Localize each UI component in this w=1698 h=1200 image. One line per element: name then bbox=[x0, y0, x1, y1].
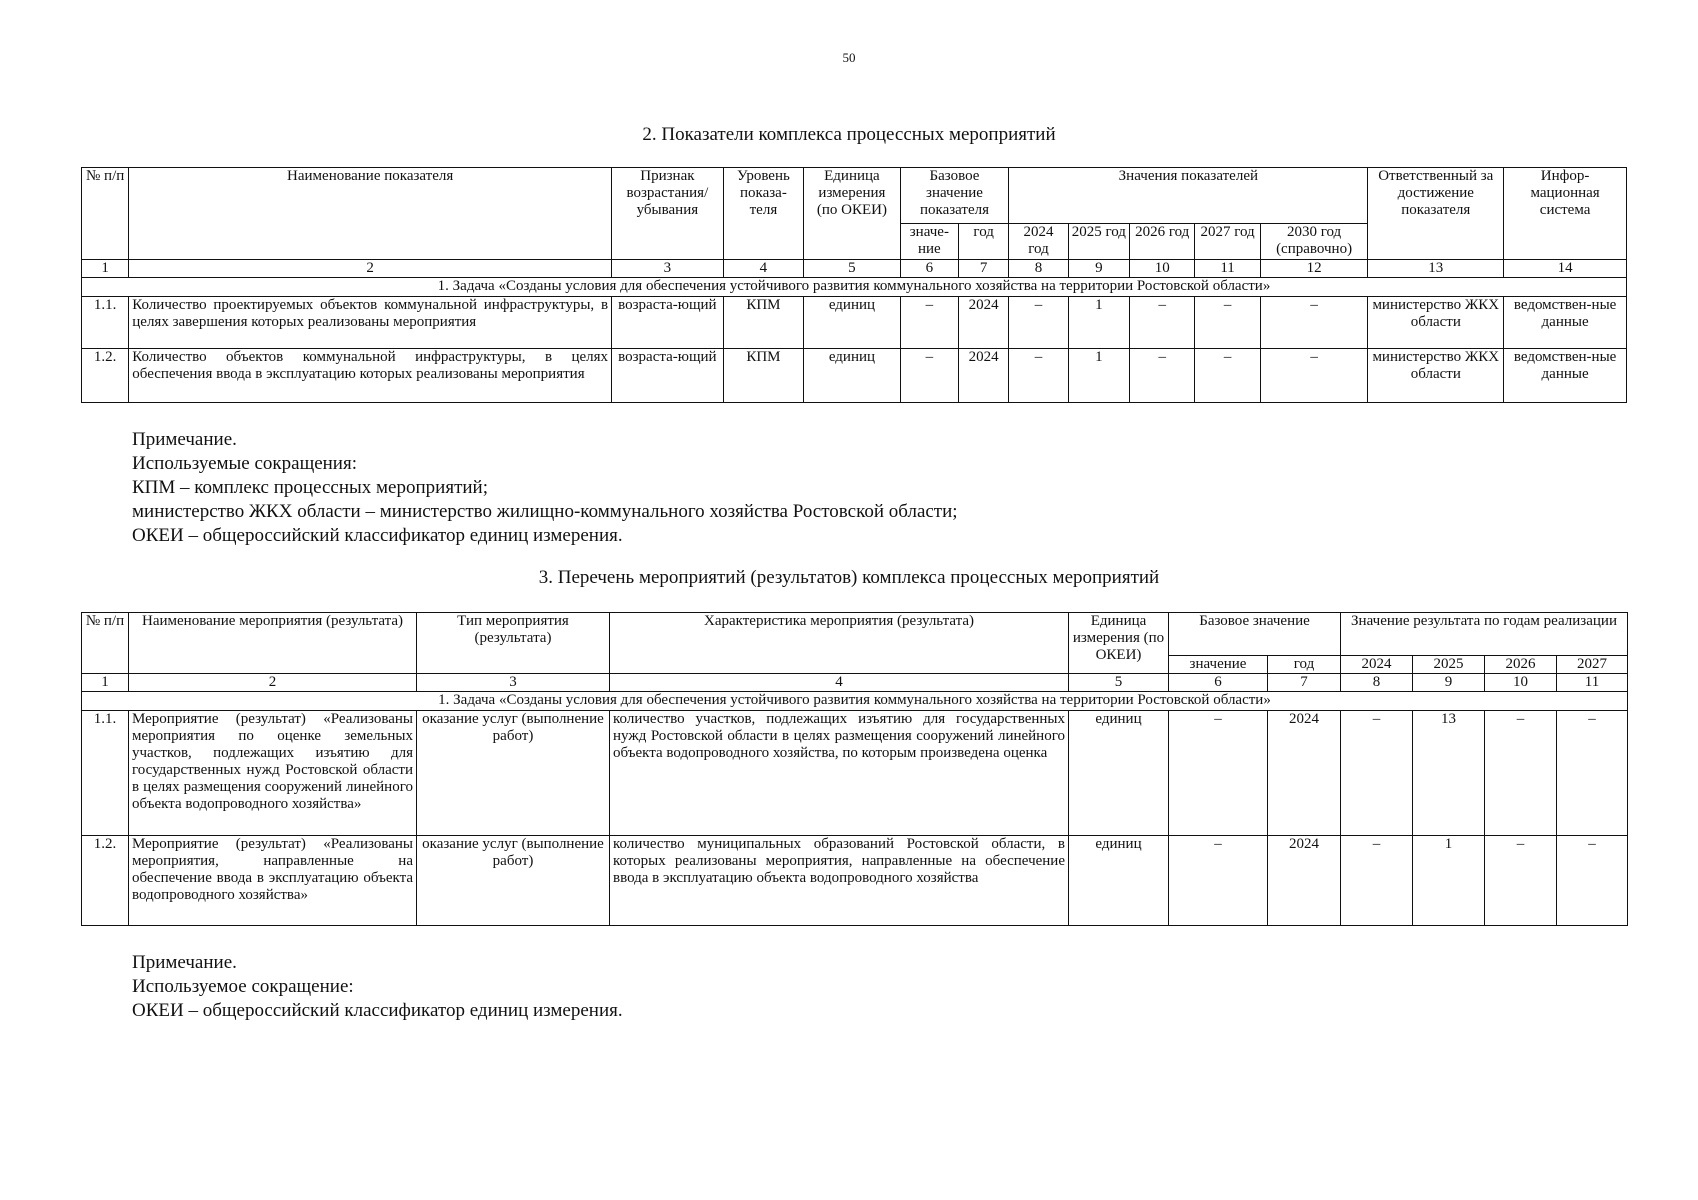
row-base-year: 2024 bbox=[1268, 836, 1341, 926]
table-row bbox=[82, 349, 1627, 403]
row-type: оказание услуг (выполнение работ) bbox=[417, 836, 610, 926]
col-number: 6 bbox=[900, 260, 958, 278]
section-3-title: 3. Перечень мероприятий (результатов) комплекса процессных мероприятий bbox=[538, 567, 1160, 588]
col-number: 8 bbox=[1341, 674, 1413, 692]
header-y2027: 2027 год bbox=[1195, 224, 1260, 260]
row-y2030: – bbox=[1260, 349, 1368, 403]
row-y2025: 13 bbox=[1413, 711, 1485, 836]
row-y2027: – bbox=[1195, 297, 1260, 349]
col-number: 2 bbox=[129, 674, 417, 692]
row-type: оказание услуг (выполнение работ) bbox=[417, 711, 610, 836]
row-base-year: 2024 bbox=[1268, 711, 1341, 836]
row-infosys: ведомствен-ные данные bbox=[1504, 349, 1627, 403]
col-number: 1 bbox=[82, 260, 129, 278]
col-number: 11 bbox=[1557, 674, 1628, 692]
row-y2024: – bbox=[1009, 297, 1068, 349]
row-name: Количество объектов коммунальной инфраструктуры, в целях обеспечения ввода в эксплуатацию которых реализованы мероприятия bbox=[129, 349, 612, 403]
table-row bbox=[82, 711, 1628, 836]
notes-section-2 bbox=[132, 428, 958, 548]
table-row bbox=[82, 297, 1627, 349]
note-line: Используемое сокращение: bbox=[132, 976, 354, 997]
header-y2024: 2024 год bbox=[1009, 224, 1068, 260]
col-number: 6 bbox=[1169, 674, 1268, 692]
row-name: Количество проектируемых объектов коммунальной инфраструктуры, в целях завершения которых реализованы мероприятия bbox=[129, 297, 612, 349]
header-type: Тип мероприятия (результата) bbox=[417, 613, 610, 674]
header-y2025: 2025 год bbox=[1068, 224, 1129, 260]
row-unit: единиц bbox=[804, 349, 901, 403]
header-char: Характеристика мероприятия (результата) bbox=[610, 613, 1069, 674]
header-num: № п/п bbox=[82, 613, 129, 674]
table-row bbox=[82, 836, 1628, 926]
header-unit: Единица измерения (по ОКЕИ) bbox=[1069, 613, 1169, 674]
measures-table bbox=[81, 612, 1628, 926]
col-number: 5 bbox=[1069, 674, 1169, 692]
header-y2027: 2027 bbox=[1557, 656, 1628, 674]
row-y2030: – bbox=[1260, 297, 1368, 349]
note-line: ОКЕИ – общероссийский классификатор единиц измерения. bbox=[132, 1000, 623, 1021]
task-row: 1. Задача «Созданы условия для обеспечения устойчивого развития коммунального хозяйства на территории Ростовской области» bbox=[82, 278, 1627, 297]
header-y2026: 2026 bbox=[1485, 656, 1557, 674]
col-number: 2 bbox=[129, 260, 612, 278]
note-line: Примечание. bbox=[132, 429, 237, 450]
row-name: Мероприятие (результат) «Реализованы мероприятия по оценке земельных участков, подлежащих изъятию для государственных нужд Ростовской области в целях размещения сооружений линейного объекта водопроводного хозяйства» bbox=[129, 711, 417, 836]
row-unit: единиц bbox=[804, 297, 901, 349]
header-num: № п/п bbox=[82, 168, 129, 260]
note-line: Используемые сокращения: bbox=[132, 453, 357, 474]
header-base: Базовое значение bbox=[1169, 613, 1341, 656]
row-base-value: – bbox=[1169, 711, 1268, 836]
header-name: Наименование мероприятия (результата) bbox=[129, 613, 417, 674]
task-row: 1. Задача «Созданы условия для обеспечения устойчивого развития коммунального хозяйства на территории Ростовской области» bbox=[82, 692, 1628, 711]
header-name: Наименование показателя bbox=[129, 168, 612, 260]
col-number: 4 bbox=[610, 674, 1069, 692]
row-y2027: – bbox=[1557, 836, 1628, 926]
row-level: КПМ bbox=[723, 349, 803, 403]
col-number: 7 bbox=[1268, 674, 1341, 692]
col-number: 3 bbox=[417, 674, 610, 692]
note-line: КПМ – комплекс процессных мероприятий; bbox=[132, 477, 488, 498]
row-y2025: 1 bbox=[1068, 349, 1129, 403]
row-sign: возраста-ющий bbox=[612, 349, 724, 403]
col-number: 11 bbox=[1195, 260, 1260, 278]
row-responsible: министерство ЖКХ области bbox=[1368, 349, 1504, 403]
header-base-year: год bbox=[1268, 656, 1341, 674]
row-y2027: – bbox=[1557, 711, 1628, 836]
header-sign: Признак возрастания/ убывания bbox=[612, 168, 724, 260]
row-char: количество муниципальных образований Ростовской области, в которых реализованы мероприятия, направленные на обеспечение ввода в эксплуатацию объекта водопроводного хозяйства bbox=[610, 836, 1069, 926]
col-number: 8 bbox=[1009, 260, 1068, 278]
col-number: 13 bbox=[1368, 260, 1504, 278]
header-y2030: 2030 год (справочно) bbox=[1260, 224, 1368, 260]
header-infosys: Инфор-мационная система bbox=[1504, 168, 1627, 260]
row-base-value: – bbox=[1169, 836, 1268, 926]
indicators-table bbox=[81, 167, 1627, 403]
header-base-year: год bbox=[959, 224, 1009, 260]
col-number: 9 bbox=[1068, 260, 1129, 278]
note-line: ОКЕИ – общероссийский классификатор единиц измерения. bbox=[132, 525, 623, 546]
note-line: министерство ЖКХ области – министерство жилищно-коммунального хозяйства Ростовской области; bbox=[132, 501, 958, 522]
row-y2026: – bbox=[1130, 297, 1195, 349]
col-number: 1 bbox=[82, 674, 129, 692]
col-number: 3 bbox=[612, 260, 724, 278]
col-number: 4 bbox=[723, 260, 803, 278]
col-number: 7 bbox=[959, 260, 1009, 278]
row-y2025: 1 bbox=[1068, 297, 1129, 349]
row-y2026: – bbox=[1485, 836, 1557, 926]
row-num: 1.1. bbox=[82, 297, 129, 349]
col-number: 5 bbox=[804, 260, 901, 278]
row-y2026: – bbox=[1485, 711, 1557, 836]
row-unit: единиц bbox=[1069, 711, 1169, 836]
row-unit: единиц bbox=[1069, 836, 1169, 926]
row-responsible: министерство ЖКХ области bbox=[1368, 297, 1504, 349]
row-base-value: – bbox=[900, 349, 958, 403]
row-base-year: 2024 bbox=[959, 349, 1009, 403]
header-values: Значение результата по годам реализации bbox=[1341, 613, 1628, 656]
col-number: 12 bbox=[1260, 260, 1368, 278]
header-unit: Единица измерения (по ОКЕИ) bbox=[804, 168, 901, 260]
col-number: 9 bbox=[1413, 674, 1485, 692]
row-base-year: 2024 bbox=[959, 297, 1009, 349]
row-level: КПМ bbox=[723, 297, 803, 349]
header-y2025: 2025 bbox=[1413, 656, 1485, 674]
header-values: Значения показателей bbox=[1009, 168, 1368, 224]
header-base-value: значение bbox=[1169, 656, 1268, 674]
note-line: Примечание. bbox=[132, 952, 237, 973]
row-num: 1.2. bbox=[82, 836, 129, 926]
row-num: 1.1. bbox=[82, 711, 129, 836]
row-y2024: – bbox=[1341, 836, 1413, 926]
row-infosys: ведомствен-ные данные bbox=[1504, 297, 1627, 349]
row-num: 1.2. bbox=[82, 349, 129, 403]
header-responsible: Ответственный за достижение показателя bbox=[1368, 168, 1504, 260]
header-y2024: 2024 bbox=[1341, 656, 1413, 674]
row-y2024: – bbox=[1009, 349, 1068, 403]
col-number: 10 bbox=[1485, 674, 1557, 692]
notes-section-3 bbox=[132, 951, 623, 1023]
row-base-value: – bbox=[900, 297, 958, 349]
page-number: 50 bbox=[842, 50, 856, 65]
row-y2024: – bbox=[1341, 711, 1413, 836]
col-number: 14 bbox=[1504, 260, 1627, 278]
header-base-value: значе-ние bbox=[900, 224, 958, 260]
header-y2026: 2026 год bbox=[1130, 224, 1195, 260]
header-level: Уровень показа-теля bbox=[723, 168, 803, 260]
row-y2025: 1 bbox=[1413, 836, 1485, 926]
row-y2027: – bbox=[1195, 349, 1260, 403]
section-2-title: 2. Показатели комплекса процессных мероприятий bbox=[642, 124, 1056, 145]
header-base: Базовое значение показателя bbox=[900, 168, 1009, 224]
row-sign: возраста-ющий bbox=[612, 297, 724, 349]
col-number: 10 bbox=[1130, 260, 1195, 278]
row-name: Мероприятие (результат) «Реализованы мероприятия, направленные на обеспечение ввода в эксплуатацию объекта водопроводного хозяйства» bbox=[129, 836, 417, 926]
row-y2026: – bbox=[1130, 349, 1195, 403]
row-char: количество участков, подлежащих изъятию для государственных нужд Ростовской области в целях размещения сооружений линейного объекта водопроводного хозяйства, по которым произведена оценка bbox=[610, 711, 1069, 836]
